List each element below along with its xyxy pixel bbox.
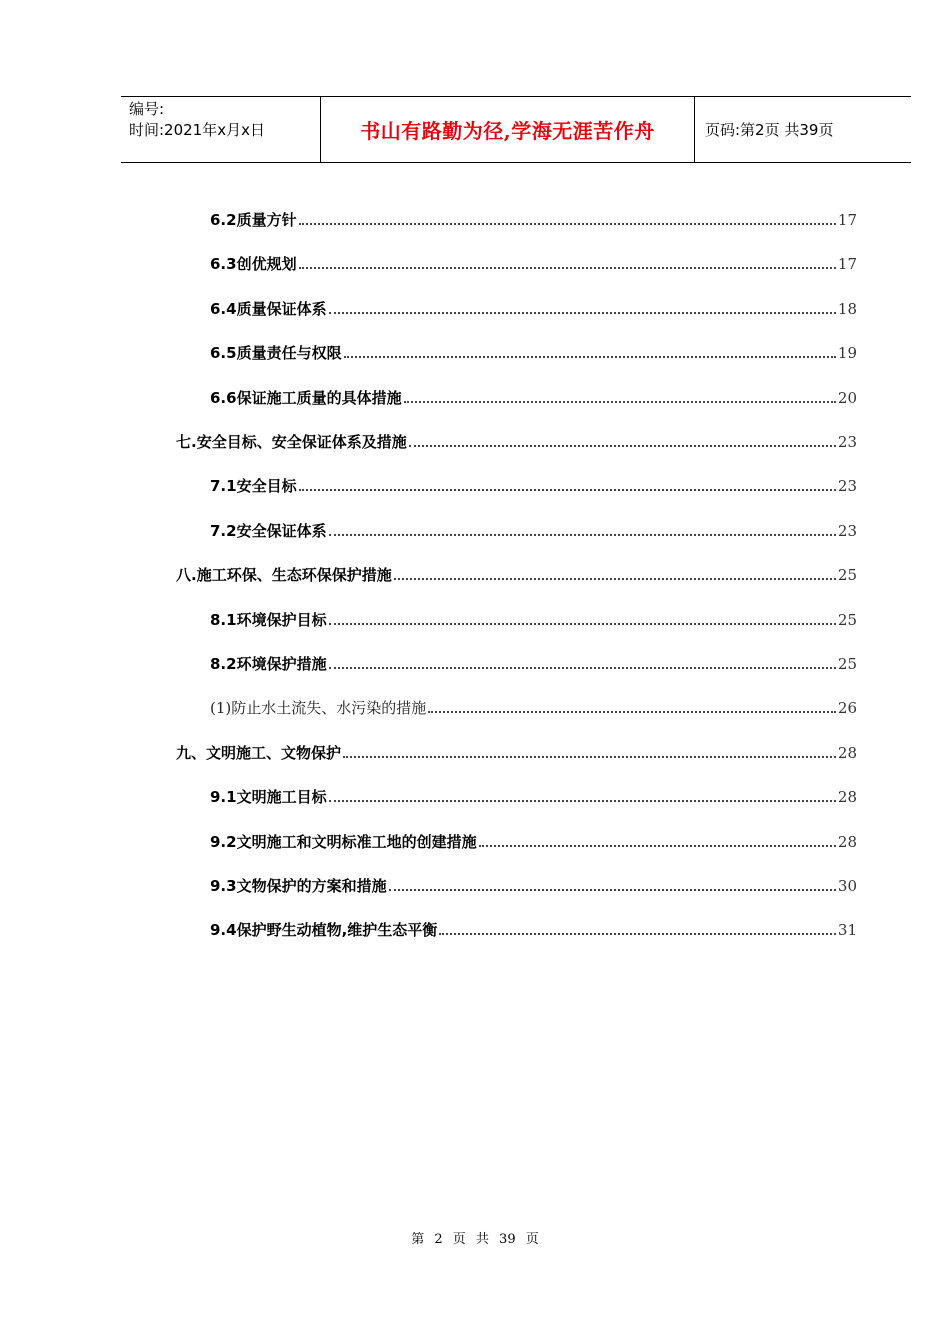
toc-entry[interactable] xyxy=(210,606,857,630)
toc-entry-page: 26 xyxy=(837,699,857,718)
toc-entry-title: 8.2环境保护措施 xyxy=(210,655,327,673)
toc-leader-dots xyxy=(344,356,836,358)
toc-entry-page: 17 xyxy=(837,211,857,229)
toc-entry-title: 6.4质量保证体系 xyxy=(210,299,327,318)
header-motto: 书山有路勤为径,学海无涯苦作舟 xyxy=(321,97,695,162)
toc-entry[interactable] xyxy=(210,517,857,541)
toc-entry-title: 6.6保证施工质量的具体措施 xyxy=(210,388,402,407)
toc-entry-page: 30 xyxy=(837,877,857,895)
toc-entry-title: 8.1环境保护目标 xyxy=(210,610,327,629)
toc-entry[interactable] xyxy=(210,783,857,807)
toc-entry[interactable] xyxy=(210,206,857,230)
toc-entry-title: 9.4保护野生动植物,维护生态平衡 xyxy=(210,921,438,940)
toc-entry-title: 9.2文明施工和文明标准工地的创建措施 xyxy=(210,832,477,851)
toc-entry-title: 9.1文明施工目标 xyxy=(210,788,327,807)
toc-entry-title: 七.安全目标、安全保证体系及措施 xyxy=(176,433,407,451)
toc-entry-page: 25 xyxy=(837,566,857,585)
toc-entry-page: 28 xyxy=(837,788,857,807)
toc-leader-dots xyxy=(394,578,836,580)
toc-entry[interactable] xyxy=(210,250,857,274)
header-time-label: 时间:2021年x月x日 xyxy=(129,121,265,139)
toc-entry-page: 23 xyxy=(837,521,857,540)
toc-entry-title: 7.1安全目标 xyxy=(210,477,297,496)
toc-leader-dots xyxy=(428,711,836,713)
toc-entry[interactable] xyxy=(210,384,857,408)
header-number-label: 编号: xyxy=(129,100,165,118)
toc-leader-dots xyxy=(479,845,836,847)
toc-entry-title: 6.2质量方针 xyxy=(210,211,297,229)
toc-entry-page: 19 xyxy=(837,344,857,363)
toc-entry-page: 25 xyxy=(837,610,857,629)
toc-entry-page: 25 xyxy=(837,655,857,673)
toc-entry-title: 八.施工环保、生态环保保护措施 xyxy=(176,566,392,585)
toc-entry-page: 20 xyxy=(837,388,857,407)
toc-leader-dots xyxy=(299,489,836,491)
toc-leader-dots xyxy=(409,445,836,447)
toc-entry[interactable] xyxy=(210,650,857,674)
toc-leader-dots xyxy=(404,401,836,403)
toc-entry[interactable] xyxy=(210,872,857,896)
toc-entry-title: 6.3创优规划 xyxy=(210,255,297,274)
toc-leader-dots xyxy=(389,889,836,891)
toc-entry[interactable] xyxy=(210,472,857,496)
toc-leader-dots xyxy=(329,667,836,669)
toc-entry-title: 6.5质量责任与权限 xyxy=(210,344,342,363)
toc-entry-page: 18 xyxy=(837,299,857,318)
toc-entry[interactable] xyxy=(210,828,857,852)
toc-entry-title: 7.2安全保证体系 xyxy=(210,521,327,540)
toc-leader-dots xyxy=(329,312,836,314)
toc-leader-dots xyxy=(329,800,836,802)
toc-entry[interactable] xyxy=(176,561,857,585)
toc-leader-dots xyxy=(299,223,836,225)
toc-entry[interactable] xyxy=(210,694,857,718)
header-meta xyxy=(121,97,321,162)
page-header xyxy=(121,96,911,163)
toc-entry-page: 17 xyxy=(837,255,857,274)
toc-leader-dots xyxy=(299,267,836,269)
toc-entry-title: 九、文明施工、文物保护 xyxy=(176,743,342,762)
header-page-code: 页码:第2页 共39页 xyxy=(705,121,834,139)
toc-entry-page: 23 xyxy=(837,433,857,451)
toc-leader-dots xyxy=(329,623,836,625)
toc-leader-dots xyxy=(329,534,836,536)
toc-entry[interactable] xyxy=(176,428,857,452)
toc-entry[interactable] xyxy=(210,916,857,940)
page-footer: 第 2 页 共 39 页 xyxy=(411,1232,539,1247)
toc-entry-title: (1)防止水土流失、水污染的措施 xyxy=(210,699,427,718)
toc-entry-title: 9.3文物保护的方案和措施 xyxy=(210,877,387,895)
toc-entry-page: 28 xyxy=(837,832,857,851)
toc-entry-page: 28 xyxy=(837,743,857,762)
toc-entry-page: 23 xyxy=(837,477,857,496)
toc-entry[interactable] xyxy=(210,339,857,363)
toc-leader-dots xyxy=(439,933,836,935)
toc-entry[interactable] xyxy=(176,739,857,763)
toc-leader-dots xyxy=(343,756,836,758)
toc-entry-page: 31 xyxy=(837,921,857,940)
toc-entry[interactable] xyxy=(210,295,857,319)
